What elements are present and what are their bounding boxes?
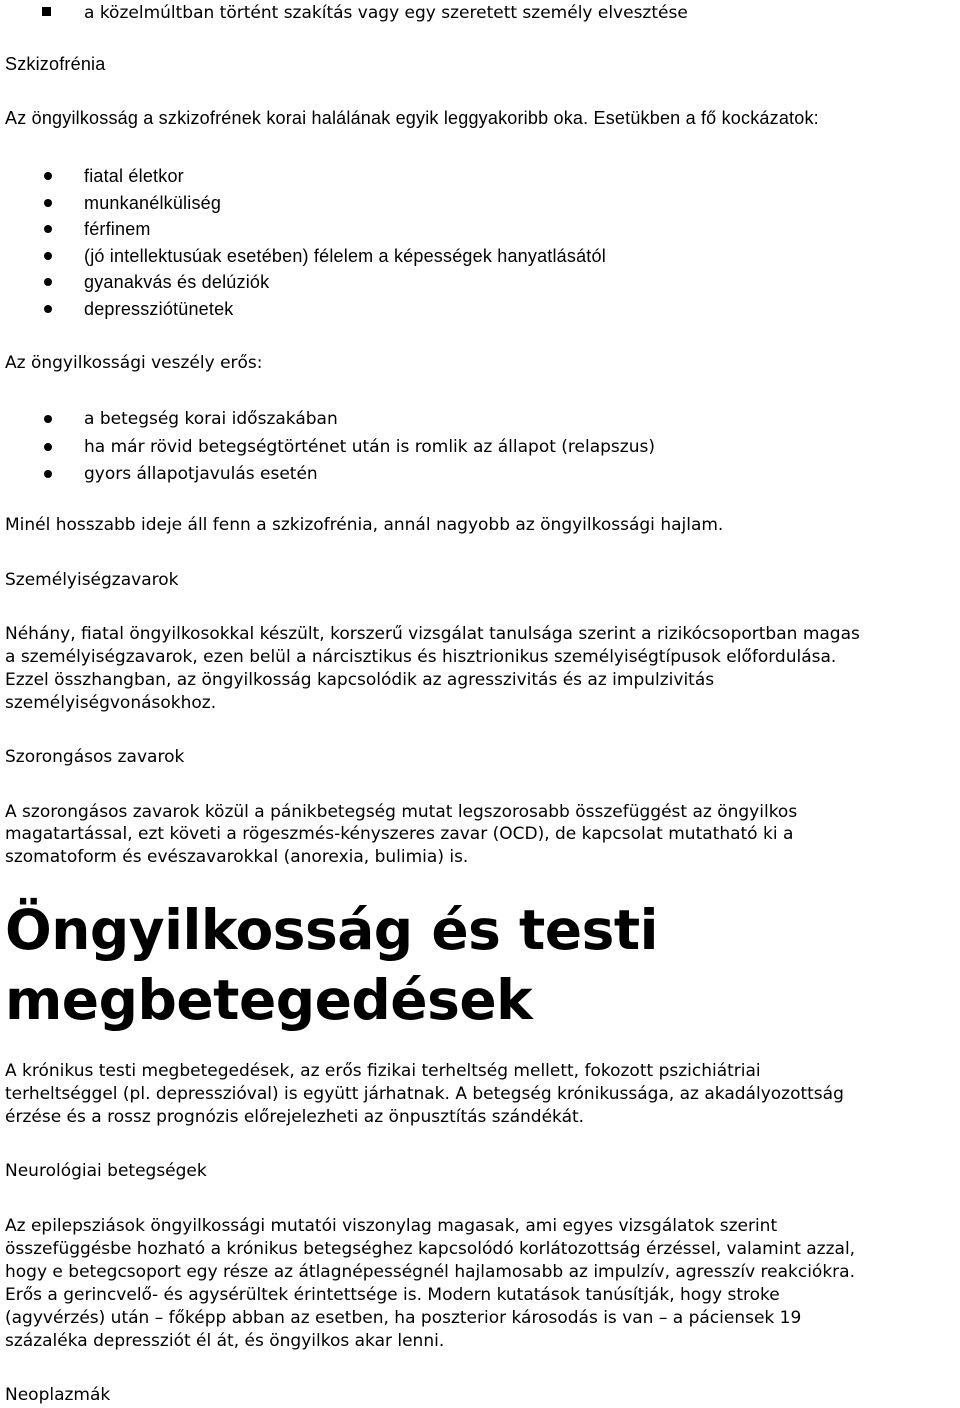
list-item: munkanélküliség xyxy=(5,190,606,217)
section-heading-neoplasm: Neoplazmák xyxy=(5,1385,111,1405)
list-item: a betegség korai időszakában xyxy=(5,406,655,434)
section-title xyxy=(5,895,658,1035)
paragraph-line: magatartással, ezt követi a rögeszmés-kényszeres zavar (OCD), de kapcsolat mutatható ki a xyxy=(5,824,794,844)
risk-factor-list xyxy=(5,163,606,322)
section-heading-schizophrenia: Szkizofrénia xyxy=(5,54,106,74)
danger-label: Az öngyilkossági veszély erős: xyxy=(5,353,263,373)
schizophrenia-conclusion: Minél hosszabb ideje áll fenn a szkizofrénia, annál nagyobb az öngyilkossági hajlam. xyxy=(5,515,724,535)
section-title-line-2: megbetegedések xyxy=(5,968,533,1032)
bullet-icon xyxy=(44,278,52,286)
section-heading-personality: Személyiségzavarok xyxy=(5,570,179,590)
list-item: gyanakvás és delúziók xyxy=(5,269,606,296)
list-item: gyors állapotjavulás esetén xyxy=(5,461,655,489)
bullet-icon xyxy=(44,470,52,478)
paragraph-line: a személyiségzavarok, ezen belül a nárcisztikus és hisztrionikus személyiségtípusok előfordulása. xyxy=(5,647,837,667)
bullet-icon xyxy=(44,305,52,313)
paragraph-line: Néhány, fiatal öngyilkosokkal készült, korszerű vizsgálat tanulsága szerint a rizikócsoportban magas xyxy=(5,624,860,644)
bullet-icon xyxy=(44,172,52,180)
section-title-line-1: Öngyilkosság és testi xyxy=(5,898,658,962)
paragraph-line: szomatoform és evészavarokkal (anorexia, bulimia) is. xyxy=(5,847,469,867)
paragraph-line: Ezzel összhangban, az öngyilkosság kapcsolódik az agresszivitás és az impulzivitás xyxy=(5,670,715,690)
square-bullet-icon xyxy=(42,7,51,16)
paragraph-line: százaléka depressziót él át, és öngyilkos akar lenni. xyxy=(5,1331,445,1351)
bullet-icon xyxy=(44,443,52,451)
paragraph-line: hogy e betegcsoport egy része az átlagnépességnél hajlamosabb az impulzív, agresszív reakciókra. xyxy=(5,1262,855,1282)
list-item: férfinem xyxy=(5,216,606,243)
paragraph-line: A szorongásos zavarok közül a pánikbetegség mutat legszorosabb összefüggést az öngyilkos xyxy=(5,802,798,822)
paragraph-line: személyiségvonásokhoz. xyxy=(5,693,217,713)
list-item: ha már rövid betegségtörténet után is romlik az állapot (relapszus) xyxy=(5,434,655,462)
paragraph-line: A krónikus testi megbetegedések, az erős fizikai terheltség mellett, fokozott pszichiátriai xyxy=(5,1061,761,1081)
paragraph-line: összefüggésbe hozható a krónikus betegséghez kapcsolódó korlátozottság érzéssel, valamint azzal, xyxy=(5,1239,856,1259)
list-item: fiatal életkor xyxy=(5,163,606,190)
bullet-icon xyxy=(44,252,52,260)
danger-list xyxy=(5,406,655,489)
section-heading-anxiety: Szorongásos zavarok xyxy=(5,747,185,767)
bullet-icon xyxy=(44,415,52,423)
paragraph-line: Erős a gerincvelő- és agysérültek érintettsége is. Modern kutatások tanúsítják, hogy stroke xyxy=(5,1285,780,1305)
paragraph-line: érzése és a rossz prognózis előrejelezheti az önpusztítás szándékát. xyxy=(5,1107,585,1127)
paragraph-line: (agyvérzés) után – főképp abban az esetben, ha poszterior károsodás is van – a páciensek 19 xyxy=(5,1308,802,1328)
list-item: (jó intellektusúak esetében) félelem a képességek hanyatlásától xyxy=(5,243,606,270)
list-item: a közelmúltban történt szakítás vagy egy szeretett személy elvesztése xyxy=(5,0,688,28)
paragraph-line: Az epilepsziások öngyilkossági mutatói viszonylag magasak, ami egyes vizsgálatok szerint xyxy=(5,1216,778,1236)
bullet-icon xyxy=(44,199,52,207)
paragraph-line: terheltséggel (pl. depresszióval) is együtt járhatnak. A betegség krónikussága, az akadályozottság xyxy=(5,1084,844,1104)
bullet-icon xyxy=(44,225,52,233)
schizophrenia-intro: Az öngyilkosság a szkizofrének korai halálának egyik leggyakoribb oka. Esetükben a fő kockázatok: xyxy=(5,108,819,128)
loss-list xyxy=(5,0,688,28)
section-heading-neuro: Neurológiai betegségek xyxy=(5,1161,207,1181)
list-item: depressziótünetek xyxy=(5,296,606,323)
